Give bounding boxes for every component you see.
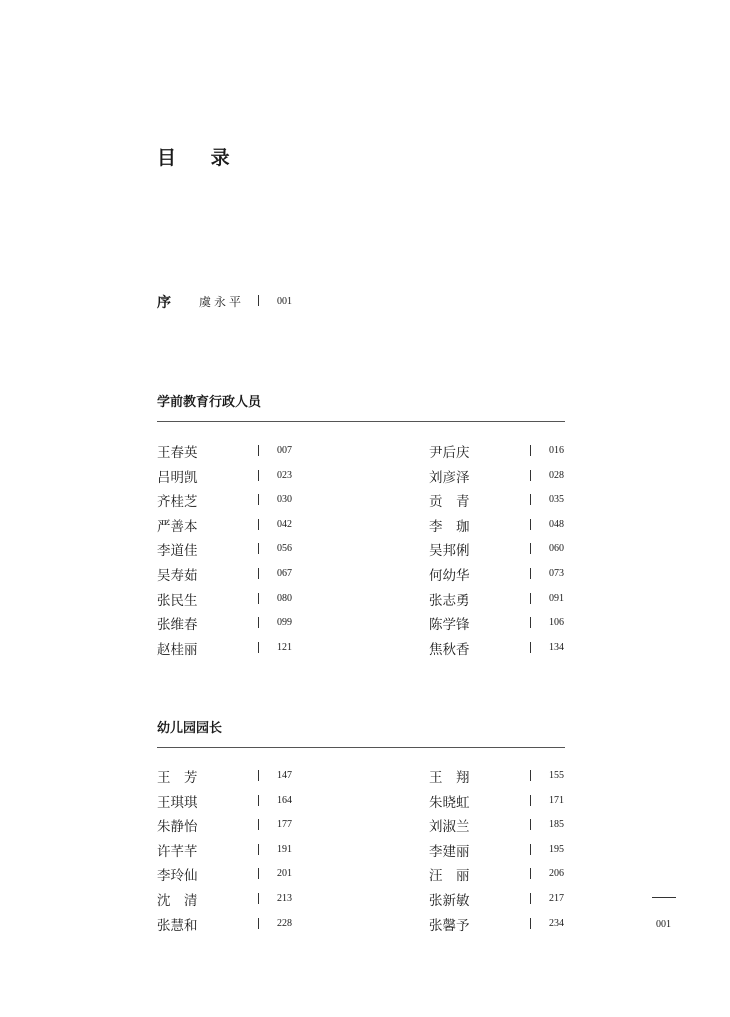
toc-entry[interactable]: [157, 490, 307, 510]
toc-entry[interactable]: [157, 864, 307, 884]
toc-entry[interactable]: [157, 441, 307, 461]
preface-label: 序: [157, 295, 171, 311]
entry-name: 朱晓虹: [429, 794, 470, 811]
page-separator: [530, 642, 531, 653]
preface-entry[interactable]: [157, 292, 357, 312]
page-separator: [258, 519, 259, 530]
entry-name: 许芊芊: [157, 843, 198, 860]
page-title: 目 录: [157, 147, 244, 169]
entry-page-number: 195: [549, 843, 564, 855]
toc-entry[interactable]: [429, 490, 579, 510]
entry-name: 张志勇: [429, 592, 470, 609]
page-separator: [530, 543, 531, 554]
folio-rule: [652, 897, 676, 898]
page-separator: [530, 519, 531, 530]
entry-page-number: 155: [549, 770, 564, 781]
page-separator: [530, 893, 531, 904]
toc-entry[interactable]: [429, 914, 579, 934]
entry-name: 王春英: [157, 445, 198, 461]
entry-name: 齐桂芝: [157, 494, 198, 511]
toc-entry[interactable]: [157, 589, 307, 609]
entry-page-number: 171: [549, 794, 564, 806]
entry-page-number: 035: [549, 494, 564, 506]
entry-name: 朱静怡: [157, 819, 198, 836]
entry-name: 何幼华: [429, 568, 470, 584]
entry-name: 张新敏: [429, 893, 470, 909]
toc-entry[interactable]: [429, 864, 579, 884]
toc-entry[interactable]: [429, 441, 579, 461]
toc-entry[interactable]: [157, 766, 307, 786]
toc-entry[interactable]: [429, 539, 579, 559]
toc-entry[interactable]: [429, 613, 579, 633]
entry-page-number: 073: [549, 568, 564, 579]
toc-entry[interactable]: [429, 815, 579, 835]
toc-entry[interactable]: [157, 791, 307, 811]
page-separator: [258, 918, 259, 929]
entry-page-number: 121: [277, 641, 292, 653]
entry-page-number: 023: [277, 469, 292, 481]
entry-name: 张维春: [157, 617, 198, 634]
entry-page-number: 185: [549, 819, 564, 831]
page-separator: [258, 543, 259, 554]
entry-name: 汪 丽: [429, 868, 470, 885]
entry-page-number: 191: [277, 843, 292, 855]
page-separator: [530, 844, 531, 855]
page-separator: [530, 617, 531, 628]
page-separator: [530, 593, 531, 604]
entry-page-number: 028: [549, 469, 564, 481]
toc-entry[interactable]: [429, 766, 579, 786]
toc-entry[interactable]: [429, 466, 579, 486]
section-divider: [157, 747, 565, 748]
toc-entry[interactable]: [157, 840, 307, 860]
entry-name: 张慧和: [157, 917, 198, 934]
preface-author: 虞永平: [199, 295, 245, 309]
page-separator: [530, 470, 531, 481]
entry-name: 吴邦俐: [429, 543, 470, 560]
entry-page-number: 147: [277, 770, 292, 781]
page-separator: [258, 617, 259, 628]
entry-name: 严善本: [157, 518, 198, 535]
entry-name: 尹后庆: [429, 445, 470, 461]
toc-entry[interactable]: [157, 815, 307, 835]
entry-page-number: 106: [549, 617, 564, 629]
entry-name: 王 芳: [157, 770, 198, 786]
entry-page-number: 217: [549, 893, 564, 904]
page-separator: [530, 445, 531, 456]
toc-entry[interactable]: [157, 564, 307, 584]
section-divider: [157, 421, 565, 422]
entry-page-number: 177: [277, 819, 292, 831]
entry-page-number: 134: [549, 641, 564, 653]
page-separator: [258, 470, 259, 481]
page-separator: [258, 844, 259, 855]
entry-page-number: 080: [277, 592, 292, 604]
entry-page-number: 234: [549, 917, 564, 929]
entry-name: 李建丽: [429, 843, 470, 860]
entry-name: 李 珈: [429, 518, 470, 535]
toc-entry[interactable]: [429, 638, 579, 658]
entry-name: 李道佳: [157, 543, 198, 560]
toc-entry[interactable]: [429, 791, 579, 811]
toc-entry[interactable]: [429, 564, 579, 584]
page-separator: [258, 642, 259, 653]
entry-page-number: 213: [277, 893, 292, 904]
entry-page-number: 091: [549, 592, 564, 604]
entry-name: 赵桂丽: [157, 641, 198, 658]
entry-name: 张民生: [157, 592, 198, 609]
toc-entry[interactable]: [429, 589, 579, 609]
entry-page-number: 007: [277, 445, 292, 456]
entry-page-number: 042: [277, 518, 292, 530]
section-heading-administrators: 学前教育行政人员: [157, 395, 262, 410]
entry-page-number: 228: [277, 917, 292, 929]
toc-entry[interactable]: [157, 889, 307, 909]
toc-entry[interactable]: [429, 840, 579, 860]
entry-page-number: 016: [549, 445, 564, 456]
page-separator: [258, 819, 259, 830]
toc-entry[interactable]: [429, 515, 579, 535]
section-heading-principals: 幼儿园园长: [157, 721, 223, 736]
page-number: 001: [656, 919, 671, 930]
page-separator: [258, 295, 259, 306]
page-separator: [530, 770, 531, 781]
page-separator: [530, 868, 531, 879]
entry-name: 沈 清: [157, 893, 198, 909]
toc-entry[interactable]: [157, 539, 307, 559]
entry-name: 吕明凯: [157, 469, 198, 486]
page-separator: [258, 770, 259, 781]
entry-page-number: 067: [277, 568, 292, 579]
page-separator: [258, 568, 259, 579]
toc-entry[interactable]: [157, 613, 307, 633]
entry-page-number: 099: [277, 617, 292, 629]
page-separator: [258, 893, 259, 904]
entry-name: 张馨予: [429, 917, 470, 934]
toc-entry[interactable]: [429, 889, 579, 909]
entry-page-number: 030: [277, 494, 292, 506]
page-separator: [530, 494, 531, 505]
entry-page-number: 056: [277, 543, 292, 555]
entry-name: 王 翔: [429, 770, 470, 786]
entry-page-number: 048: [549, 518, 564, 530]
page-separator: [530, 918, 531, 929]
entry-name: 吴寿茹: [157, 568, 198, 584]
entry-page-number: 060: [549, 543, 564, 555]
entry-name: 李玲仙: [157, 868, 198, 885]
page-separator: [258, 445, 259, 456]
preface-page-number: 001: [277, 296, 292, 307]
page-separator: [258, 868, 259, 879]
entry-page-number: 164: [277, 794, 292, 806]
toc-entry[interactable]: [157, 466, 307, 486]
entry-name: 刘彦泽: [429, 469, 470, 486]
page-separator: [530, 819, 531, 830]
page-separator: [530, 568, 531, 579]
page-separator: [530, 795, 531, 806]
entry-page-number: 201: [277, 868, 292, 880]
entry-name: 焦秋香: [429, 641, 470, 658]
entry-name: 贡 青: [429, 494, 470, 511]
entry-name: 刘淑兰: [429, 819, 470, 836]
toc-entry[interactable]: [157, 638, 307, 658]
entry-name: 王琪琪: [157, 794, 198, 811]
page-separator: [258, 494, 259, 505]
entry-name: 陈学锋: [429, 617, 470, 634]
page-separator: [258, 795, 259, 806]
toc-entry[interactable]: [157, 914, 307, 934]
page-separator: [258, 593, 259, 604]
entry-page-number: 206: [549, 868, 564, 880]
toc-entry[interactable]: [157, 515, 307, 535]
